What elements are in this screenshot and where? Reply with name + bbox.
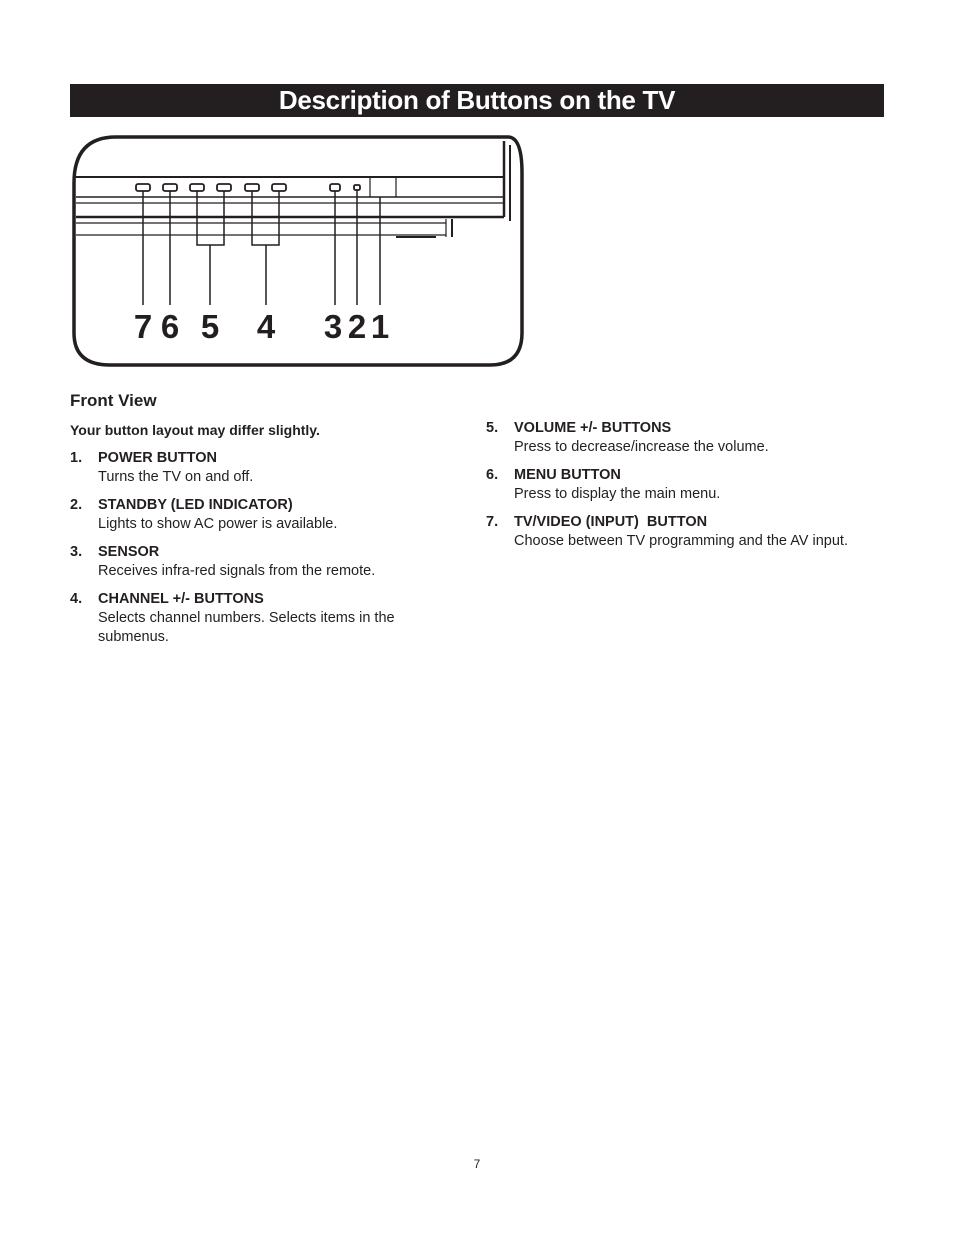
list-item	[486, 513, 886, 551]
item-description: Receives infra-red signals from the remote.	[98, 563, 376, 579]
list-item	[70, 543, 470, 581]
callout-label-5: 5	[200, 308, 220, 345]
item-title: POWER BUTTON	[98, 450, 217, 466]
list-item	[70, 496, 470, 534]
volume-minus-button-shape	[190, 184, 204, 191]
list-item	[70, 449, 470, 487]
page-title-bar	[70, 84, 884, 117]
layout-note: Your button layout may differ slightly.	[70, 422, 320, 438]
callout-label-2: 2	[347, 308, 367, 345]
item-number: 1.	[70, 450, 83, 466]
item-title: SENSOR	[98, 544, 160, 560]
page-number: 7	[473, 1157, 481, 1171]
callout-label-7: 7	[133, 308, 153, 345]
tv-video-button-shape	[136, 184, 150, 191]
sensor-shape	[330, 184, 340, 191]
item-description: Lights to show AC power is available.	[98, 516, 338, 532]
item-title: VOLUME +/- BUTTONS	[514, 420, 672, 436]
list-item	[486, 419, 886, 457]
item-number: 6.	[486, 467, 499, 483]
callout-label-4: 4	[256, 308, 276, 345]
button-list-left	[70, 449, 470, 656]
callout-label-1: 1	[370, 308, 390, 345]
item-number: 4.	[70, 591, 83, 607]
channel-plus-button-shape	[272, 184, 286, 191]
button-list-right	[486, 419, 886, 560]
item-title: MENU BUTTON	[514, 467, 621, 483]
item-number: 5.	[486, 420, 499, 436]
tv-front-diagram	[70, 133, 526, 369]
item-number: 7.	[486, 514, 499, 530]
item-description: Press to display the main menu.	[514, 486, 721, 502]
list-item	[486, 466, 886, 504]
item-number: 2.	[70, 497, 83, 513]
list-item	[70, 590, 470, 647]
callout-label-3: 3	[323, 308, 343, 345]
volume-plus-button-shape	[217, 184, 231, 191]
item-description: Choose between TV programming and the AV input.	[514, 533, 848, 549]
channel-minus-button-shape	[245, 184, 259, 191]
page-title: Description of Buttons on the TV	[278, 85, 676, 115]
section-heading: Front View	[70, 391, 157, 410]
standby-led-shape	[354, 185, 360, 190]
item-title: TV/VIDEO (INPUT) BUTTON	[514, 514, 708, 530]
item-title: CHANNEL +/- BUTTONS	[98, 591, 264, 607]
callout-label-6: 6	[160, 308, 180, 345]
item-description: Press to decrease/increase the volume.	[514, 439, 769, 455]
menu-button-shape	[163, 184, 177, 191]
item-title: STANDBY (LED INDICATOR)	[98, 497, 293, 513]
tv-front-illustration	[70, 133, 526, 369]
item-description: Selects channel numbers. Selects items in the submenus.	[98, 610, 395, 645]
item-number: 3.	[70, 544, 83, 560]
item-description: Turns the TV on and off.	[98, 469, 254, 485]
